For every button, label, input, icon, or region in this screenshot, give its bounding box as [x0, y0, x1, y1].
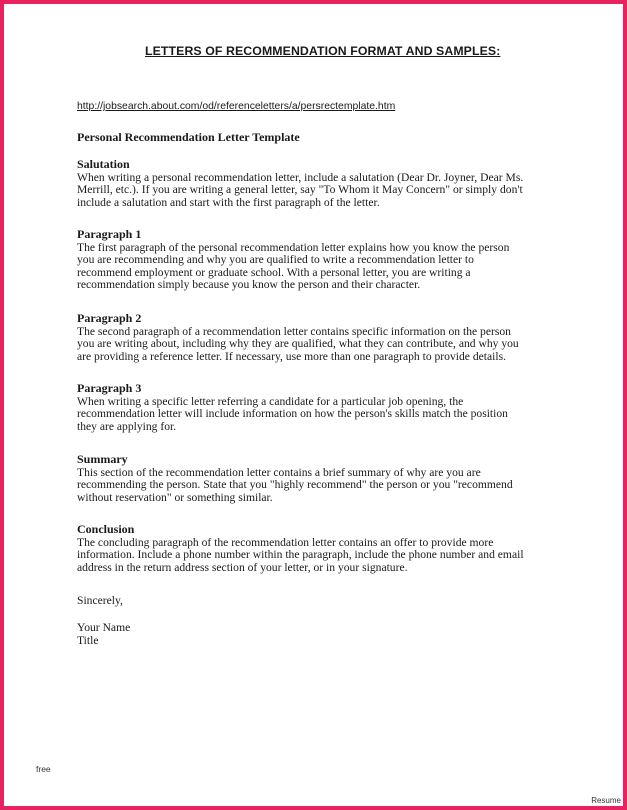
section-conclusion: [77, 523, 557, 574]
section-title: Paragraph 3: [77, 381, 142, 395]
section-line: are providing a reference letter. If necessary, use more than one paragraph to provide details.: [77, 349, 506, 363]
section-line: recommending the person. State that you "highly recommend" the person or you "recommend: [77, 478, 513, 492]
section-line: include a salutation and start with the first paragraph of the letter.: [77, 195, 380, 209]
section-line: without reservation" or something similar.: [77, 490, 273, 504]
section-line: The second paragraph of a recommendation letter contains specific information on the person: [77, 324, 511, 338]
section-line: address in the return address section of your letter, or in your signature.: [77, 560, 408, 574]
section-line: This section of the recommendation letter contains a brief summary of why are you are: [77, 465, 481, 479]
footer-watermark-left: free: [36, 764, 51, 774]
section-line: Merrill, etc.). If you are writing a general letter, say "To Whom it May Concern" or simply don't: [77, 183, 523, 197]
section-line: recommend employment or graduate school. With a personal letter, you are writing a: [77, 265, 471, 279]
section-paragraph-1: [77, 228, 557, 292]
section-title: Paragraph 2: [77, 311, 142, 325]
section-line: recommendation letter will include information on how the person's skills match the position: [77, 407, 508, 421]
section-line: they are applying for.: [77, 419, 177, 433]
section-title: Paragraph 1: [77, 227, 142, 241]
section-paragraph-2: [77, 312, 557, 363]
footer-watermark-right: Resume: [591, 796, 621, 805]
section-line: recommendation simply because you know the person and their character.: [77, 278, 421, 292]
section-line: you are writing about, including why they are qualified, what they can contribute, and why you: [77, 337, 519, 351]
source-url[interactable]: http://jobsearch.about.com/od/referenceletters/a/persrectemplate.htm: [77, 101, 396, 112]
section-paragraph-3: [77, 382, 557, 433]
signature-name: Your Name: [77, 621, 131, 634]
closing-salutation: Sincerely,: [77, 594, 123, 607]
section-title: Salutation: [77, 157, 130, 171]
section-line: When writing a personal recommendation letter, include a salutation (Dear Dr. Joyner, Dear Ms.: [77, 170, 524, 184]
template-heading: Personal Recommendation Letter Template: [77, 130, 300, 144]
section-salutation: [77, 158, 557, 209]
signature-title: Title: [77, 634, 99, 647]
section-title: Summary: [77, 452, 128, 466]
section-line: you are recommending and why you are qualified to write a recommendation letter to: [77, 253, 474, 267]
document-title: LETTERS OF RECOMMENDATION FORMAT AND SAMPLES:: [145, 44, 501, 58]
section-title: Conclusion: [77, 522, 135, 536]
section-line: information. Include a phone number within the paragraph, include the phone number and email: [77, 548, 524, 562]
section-line: The first paragraph of the personal recommendation letter explains how you know the person: [77, 240, 510, 254]
section-line: When writing a specific letter referring a candidate for a particular job opening, the: [77, 394, 464, 408]
section-line: The concluding paragraph of the recommendation letter contains an offer to provide more: [77, 535, 494, 549]
section-summary: [77, 453, 557, 504]
